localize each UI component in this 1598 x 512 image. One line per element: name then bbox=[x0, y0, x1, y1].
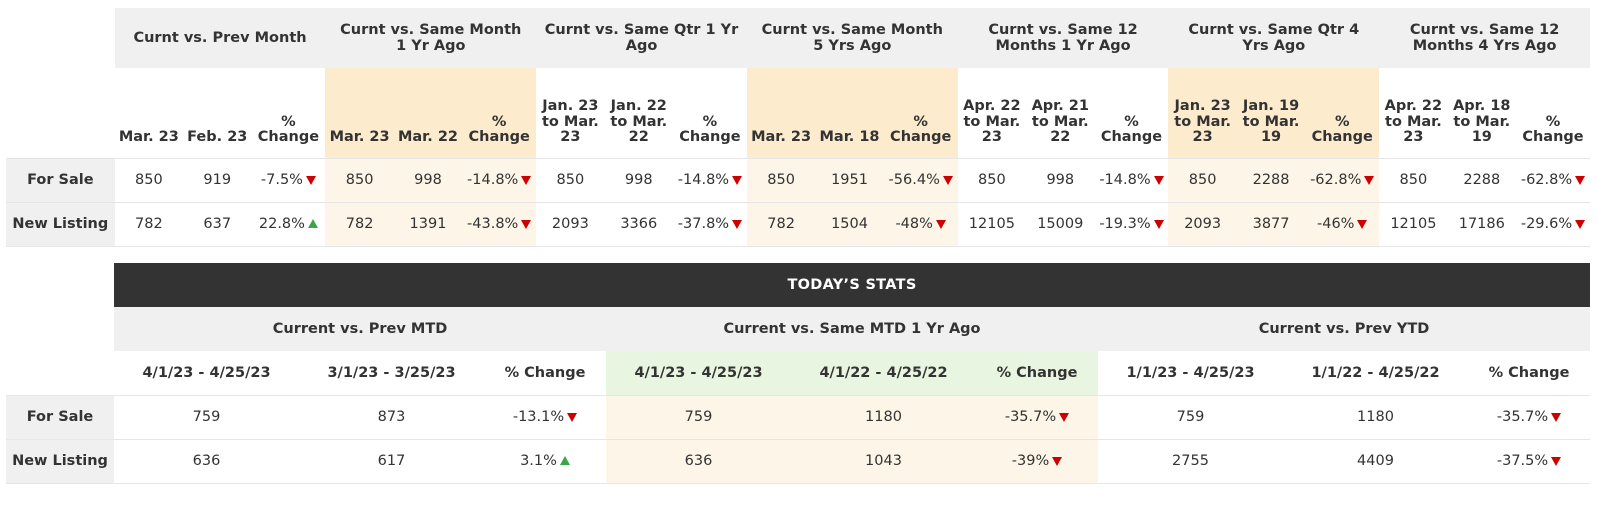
column-header: % Change bbox=[1488, 364, 1570, 381]
column-header: % Change bbox=[679, 113, 741, 145]
percent-change-cell bbox=[1468, 439, 1590, 483]
column-header: Apr. 21 to Mar. 22 bbox=[1031, 98, 1089, 145]
percent-change-value: -29.6% bbox=[1520, 216, 1573, 232]
current-value: 759 bbox=[1098, 395, 1283, 439]
group-title: Curnt vs. Same 12 Months 1 Yr Ago bbox=[958, 8, 1169, 68]
percent-change-cell bbox=[1516, 202, 1590, 246]
percent-change-value: -62.8% bbox=[1520, 172, 1573, 188]
current-value: 2093 bbox=[536, 202, 604, 246]
percent-change-cell bbox=[251, 158, 325, 202]
group-header-row bbox=[6, 307, 1590, 351]
column-header-row bbox=[6, 351, 1590, 395]
percent-change-value: -14.8% bbox=[467, 172, 519, 188]
percent-change-value: -62.8% bbox=[1310, 172, 1362, 188]
monthly-comparison-table bbox=[6, 8, 1590, 247]
column-header: 3/1/23 - 3/25/23 bbox=[327, 364, 456, 381]
table-row bbox=[6, 395, 1590, 439]
column-header: % Change bbox=[257, 113, 320, 145]
column-header: 4/1/22 - 4/25/22 bbox=[791, 351, 976, 395]
column-header: 1/1/22 - 4/25/22 bbox=[1311, 364, 1440, 381]
table-row bbox=[6, 439, 1590, 483]
table-row bbox=[6, 158, 1590, 202]
column-header: Jan. 19 to Mar. 19 bbox=[1237, 68, 1305, 158]
percent-change-cell bbox=[976, 395, 1098, 439]
current-value: 850 bbox=[325, 158, 393, 202]
arrow-down-icon bbox=[567, 413, 577, 422]
column-header: Mar. 23 bbox=[325, 68, 393, 158]
column-header: 4/1/23 - 4/25/23 bbox=[606, 351, 791, 395]
group-title: Current vs. Prev MTD bbox=[114, 307, 606, 351]
column-header: Apr. 22 to Mar. 23 bbox=[1384, 98, 1443, 145]
row-label: New Listing bbox=[6, 202, 115, 246]
comparison-value: 998 bbox=[394, 158, 462, 202]
column-header: % Change bbox=[462, 68, 536, 158]
arrow-down-icon bbox=[936, 220, 946, 229]
arrow-down-icon bbox=[521, 176, 531, 185]
percent-change-cell bbox=[1094, 202, 1168, 246]
todays-stats-table bbox=[6, 263, 1590, 484]
percent-change-cell bbox=[1305, 202, 1379, 246]
corner-blank bbox=[6, 351, 114, 395]
current-value: 782 bbox=[325, 202, 393, 246]
percent-change-cell bbox=[884, 158, 958, 202]
comparison-value: 3877 bbox=[1237, 202, 1305, 246]
current-value: 850 bbox=[958, 158, 1026, 202]
comparison-value: 1391 bbox=[394, 202, 462, 246]
percent-change-value: -14.8% bbox=[677, 172, 730, 188]
arrow-down-icon bbox=[1551, 457, 1561, 466]
percent-change-value: 3.1% bbox=[520, 453, 557, 469]
column-header: % Change bbox=[1305, 68, 1379, 158]
column-header: % Change bbox=[884, 68, 958, 158]
comparison-value: 1180 bbox=[791, 395, 976, 439]
row-label: For Sale bbox=[6, 158, 115, 202]
percent-change-cell bbox=[484, 395, 606, 439]
arrow-down-icon bbox=[1154, 220, 1164, 229]
comparison-value: 637 bbox=[183, 202, 251, 246]
column-header-row bbox=[6, 68, 1590, 158]
current-value: 636 bbox=[606, 439, 791, 483]
arrow-down-icon bbox=[1364, 176, 1374, 185]
comparison-value: 1043 bbox=[791, 439, 976, 483]
group-title: Curnt vs. Same Qtr 4 Yrs Ago bbox=[1168, 8, 1379, 68]
percent-change-cell bbox=[1516, 158, 1590, 202]
todays-stats-banner: TODAY’S STATS bbox=[114, 263, 1590, 307]
comparison-value: 1951 bbox=[815, 158, 883, 202]
percent-change-value: -35.7% bbox=[1496, 409, 1549, 425]
percent-change-value: -39% bbox=[1011, 453, 1050, 469]
group-title: Curnt vs. Prev Month bbox=[115, 8, 326, 68]
comparison-value: 1180 bbox=[1283, 395, 1468, 439]
arrow-down-icon bbox=[1575, 220, 1585, 229]
percent-change-value: -35.7% bbox=[1004, 409, 1057, 425]
table-row bbox=[6, 202, 1590, 246]
current-value: 2755 bbox=[1098, 439, 1283, 483]
percent-change-value: -43.8% bbox=[467, 216, 519, 232]
comparison-value: 617 bbox=[299, 439, 484, 483]
arrow-up-icon bbox=[308, 219, 318, 228]
percent-change-cell bbox=[462, 158, 536, 202]
current-value: 12105 bbox=[1379, 202, 1447, 246]
arrow-down-icon bbox=[1575, 176, 1585, 185]
row-label: New Listing bbox=[6, 439, 114, 483]
arrow-down-icon bbox=[521, 220, 531, 229]
arrow-down-icon bbox=[306, 176, 316, 185]
comparison-value: 998 bbox=[1026, 158, 1094, 202]
column-header: % Change bbox=[504, 364, 586, 381]
column-header: Feb. 23 bbox=[187, 129, 248, 145]
group-title: Curnt vs. Same Qtr 1 Yr Ago bbox=[536, 8, 747, 68]
percent-change-value: -46% bbox=[1316, 216, 1355, 232]
column-header: Mar. 23 bbox=[747, 68, 815, 158]
percent-change-value: -14.8% bbox=[1099, 172, 1151, 188]
group-title: Curnt vs. Same 12 Months 4 Yrs Ago bbox=[1379, 8, 1590, 68]
current-value: 850 bbox=[1168, 158, 1236, 202]
arrow-down-icon bbox=[1052, 457, 1062, 466]
arrow-down-icon bbox=[1059, 413, 1069, 422]
corner-blank bbox=[6, 68, 115, 158]
current-value: 12105 bbox=[958, 202, 1026, 246]
column-header: Jan. 22 to Mar. 22 bbox=[610, 98, 668, 145]
arrow-down-icon bbox=[943, 176, 953, 185]
current-value: 636 bbox=[114, 439, 299, 483]
group-title: Curnt vs. Same Month 1 Yr Ago bbox=[325, 8, 536, 68]
percent-change-value: -19.3% bbox=[1099, 216, 1151, 232]
percent-change-value: -56.4% bbox=[888, 172, 940, 188]
comparison-value: 1504 bbox=[815, 202, 883, 246]
current-value: 759 bbox=[114, 395, 299, 439]
percent-change-value: -37.5% bbox=[1496, 453, 1549, 469]
group-title: Current vs. Same MTD 1 Yr Ago bbox=[606, 307, 1098, 351]
current-value: 759 bbox=[606, 395, 791, 439]
column-header: 4/1/23 - 4/25/23 bbox=[142, 364, 271, 381]
comparison-value: 2288 bbox=[1448, 158, 1516, 202]
corner-blank bbox=[6, 8, 115, 68]
percent-change-cell bbox=[976, 439, 1098, 483]
percent-change-value: -7.5% bbox=[260, 172, 303, 188]
group-title: Curnt vs. Same Month 5 Yrs Ago bbox=[747, 8, 958, 68]
column-header: Apr. 22 to Mar. 23 bbox=[963, 98, 1021, 145]
percent-change-value: -37.8% bbox=[677, 216, 730, 232]
percent-change-value: 22.8% bbox=[258, 216, 305, 232]
column-header: Jan. 23 to Mar. 23 bbox=[1168, 68, 1236, 158]
percent-change-cell bbox=[251, 202, 325, 246]
percent-change-value: -13.1% bbox=[512, 409, 565, 425]
current-value: 850 bbox=[536, 158, 604, 202]
comparison-value: 873 bbox=[299, 395, 484, 439]
current-value: 850 bbox=[747, 158, 815, 202]
column-header: Mar. 22 bbox=[394, 68, 462, 158]
percent-change-cell bbox=[1094, 158, 1168, 202]
comparison-value: 998 bbox=[605, 158, 673, 202]
percent-change-cell bbox=[1305, 158, 1379, 202]
current-value: 2093 bbox=[1168, 202, 1236, 246]
column-header: % Change bbox=[1522, 113, 1584, 145]
column-header: Apr. 18 to Mar. 19 bbox=[1453, 98, 1511, 145]
current-value: 782 bbox=[115, 202, 183, 246]
percent-change-cell bbox=[884, 202, 958, 246]
comparison-value: 2288 bbox=[1237, 158, 1305, 202]
comparison-value: 15009 bbox=[1026, 202, 1094, 246]
percent-change-cell bbox=[673, 158, 747, 202]
comparison-value: 919 bbox=[183, 158, 251, 202]
column-header: Jan. 23 to Mar. 23 bbox=[541, 98, 599, 145]
arrow-down-icon bbox=[1357, 220, 1367, 229]
arrow-down-icon bbox=[1551, 413, 1561, 422]
current-value: 850 bbox=[115, 158, 183, 202]
current-value: 850 bbox=[1379, 158, 1447, 202]
arrow-down-icon bbox=[732, 176, 742, 185]
column-header: Mar. 18 bbox=[815, 68, 883, 158]
comparison-value: 17186 bbox=[1448, 202, 1516, 246]
percent-change-cell bbox=[462, 202, 536, 246]
percent-change-cell bbox=[484, 439, 606, 483]
arrow-down-icon bbox=[732, 220, 742, 229]
banner-row bbox=[6, 263, 1590, 307]
group-header-row bbox=[6, 8, 1590, 68]
column-header: % Change bbox=[1100, 113, 1163, 145]
percent-change-cell bbox=[673, 202, 747, 246]
arrow-up-icon bbox=[560, 456, 570, 465]
column-header: % Change bbox=[976, 351, 1098, 395]
corner-blank bbox=[6, 307, 114, 351]
comparison-value: 4409 bbox=[1283, 439, 1468, 483]
comparison-value: 3366 bbox=[605, 202, 673, 246]
current-value: 782 bbox=[747, 202, 815, 246]
group-title: Current vs. Prev YTD bbox=[1098, 307, 1590, 351]
column-header: Mar. 23 bbox=[118, 129, 179, 145]
percent-change-value: -48% bbox=[895, 216, 933, 232]
column-header: 1/1/23 - 4/25/23 bbox=[1126, 364, 1255, 381]
percent-change-cell bbox=[1468, 395, 1590, 439]
arrow-down-icon bbox=[1154, 176, 1164, 185]
row-label: For Sale bbox=[6, 395, 114, 439]
